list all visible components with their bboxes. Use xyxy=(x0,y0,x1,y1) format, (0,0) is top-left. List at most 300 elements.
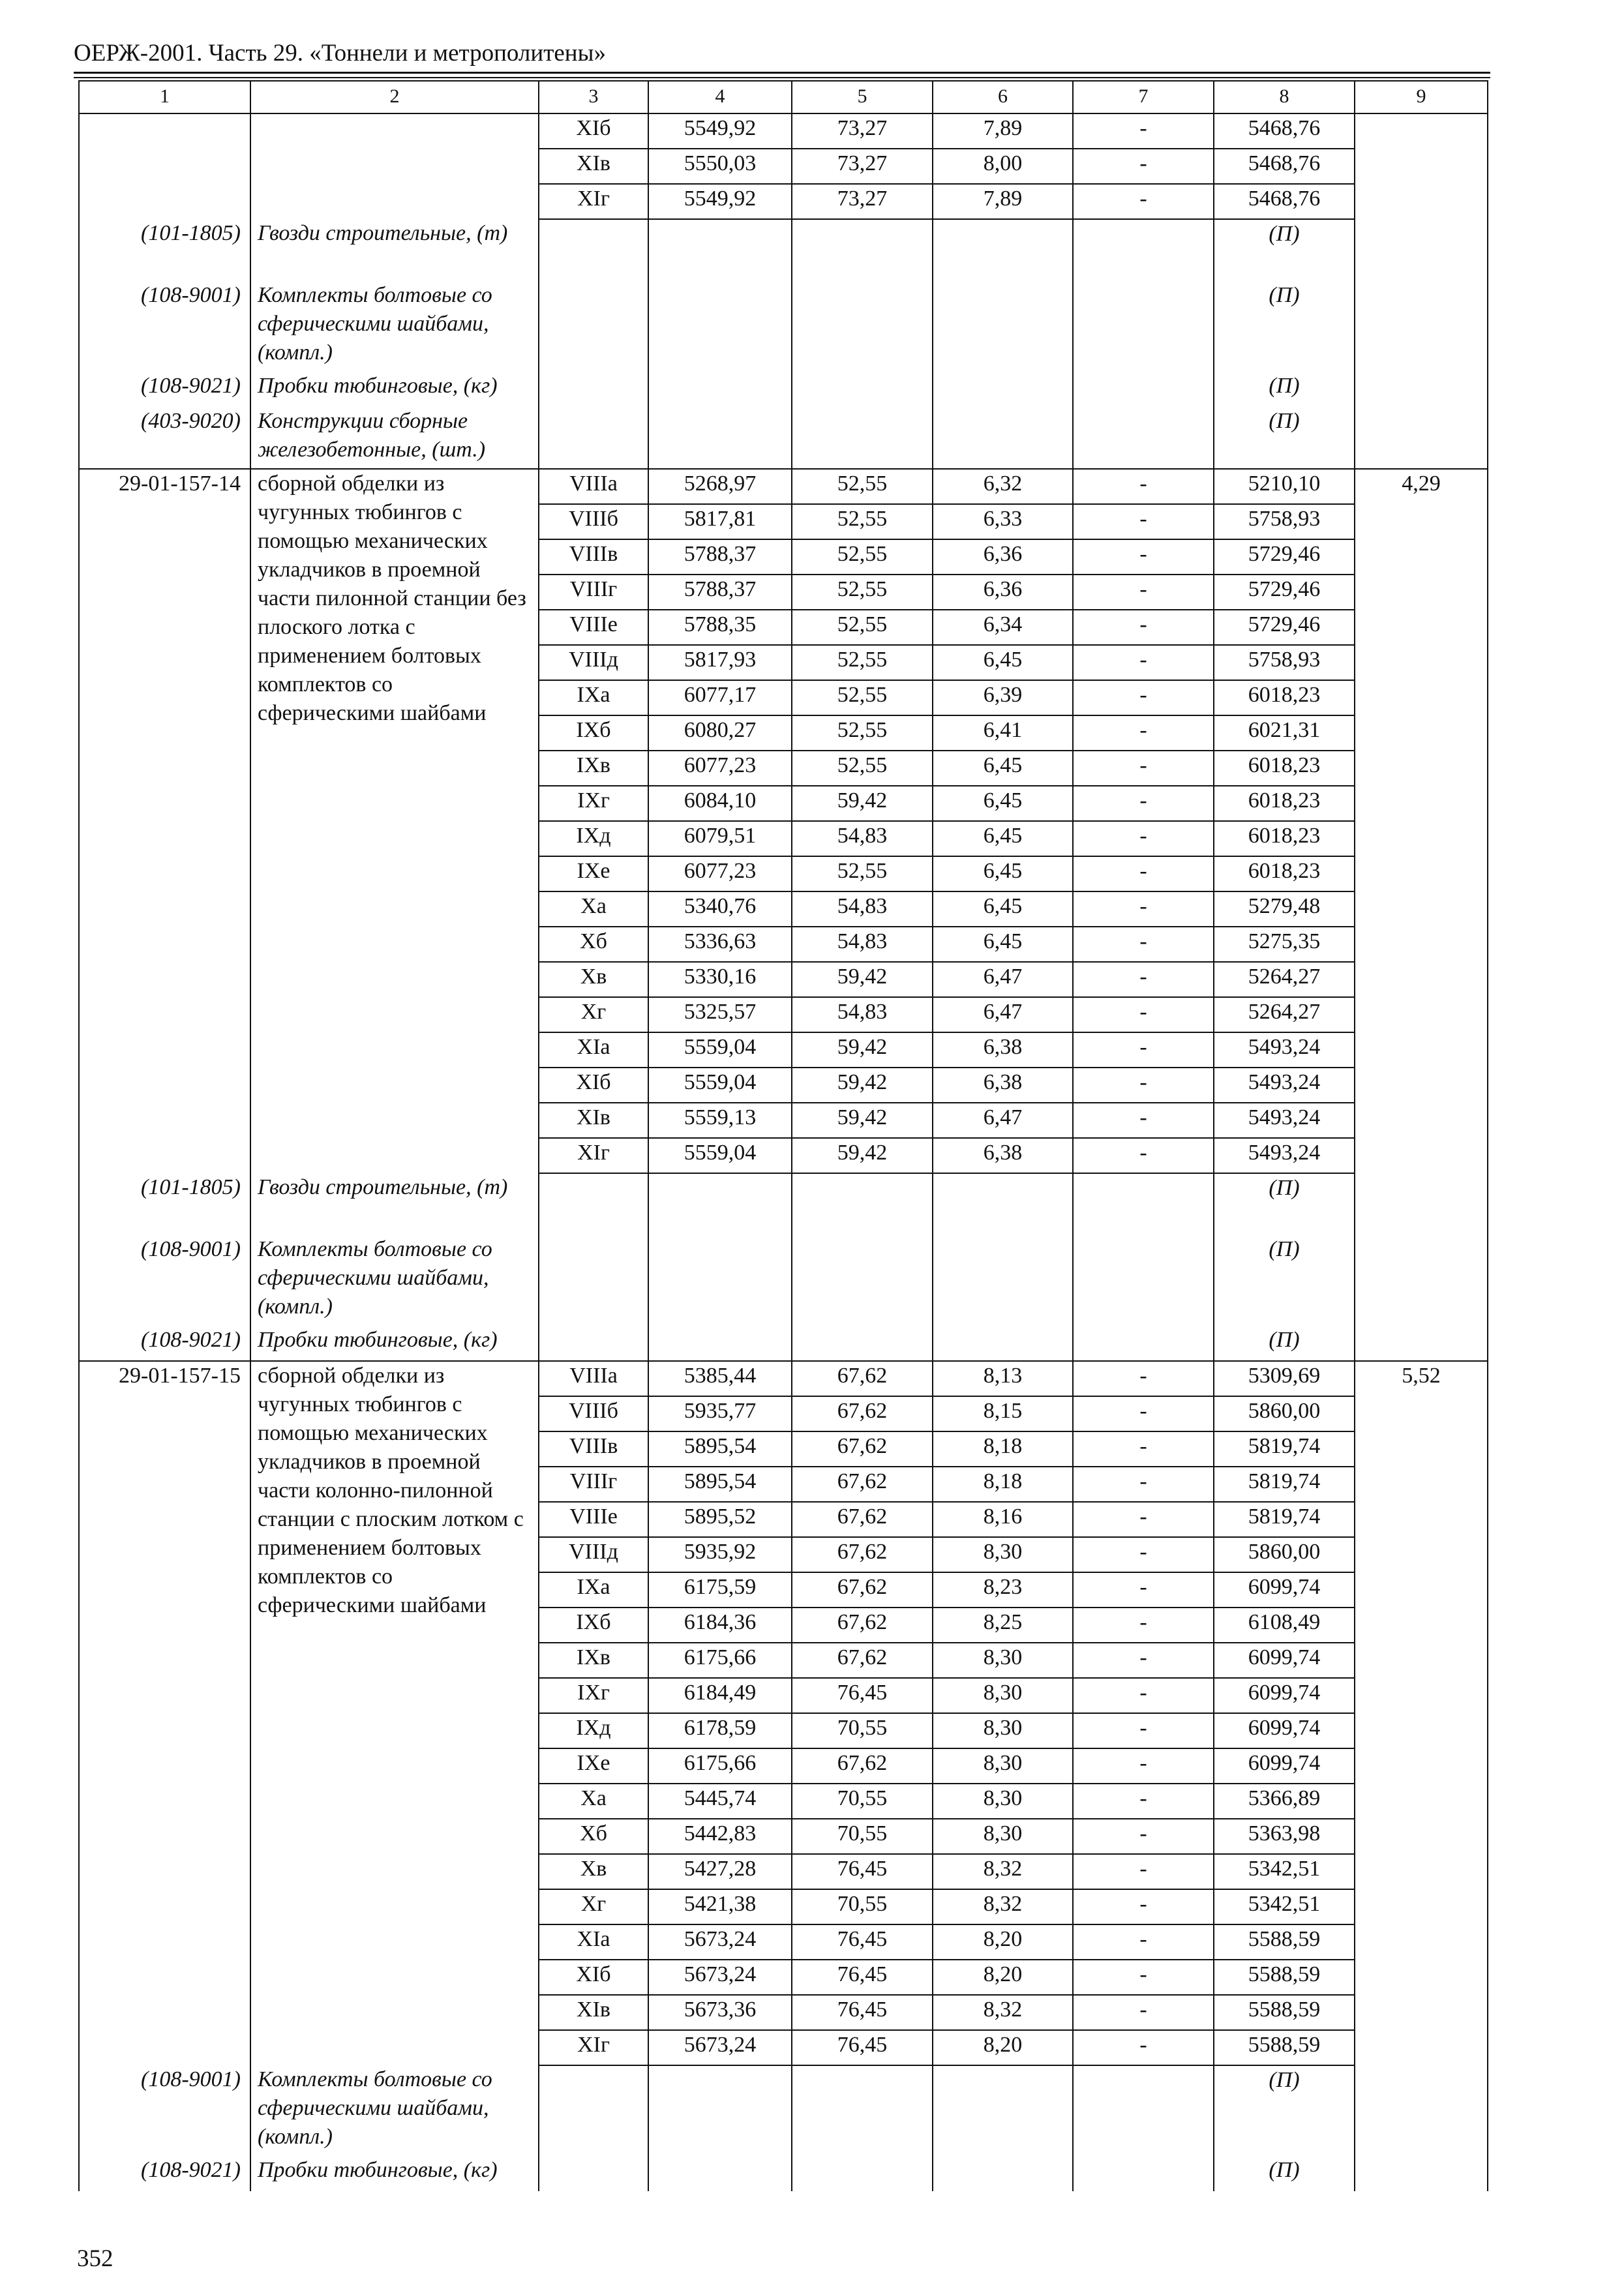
materials-cost: 5493,24 xyxy=(1214,1032,1355,1068)
driver-wages: - xyxy=(1073,1032,1214,1068)
empty-cell xyxy=(933,1326,1073,1361)
empty-cell xyxy=(933,2065,1073,2156)
materials-cost: 5729,46 xyxy=(1214,610,1355,645)
direct-costs: 6178,59 xyxy=(648,1713,792,1748)
empty-cell xyxy=(792,372,933,407)
region-code: IXг xyxy=(539,786,648,821)
labor-wages: 76,45 xyxy=(792,1854,933,1889)
resource-row xyxy=(79,281,1488,372)
materials-cost: 5264,27 xyxy=(1214,997,1355,1032)
materials-cost: 5210,10 xyxy=(1214,469,1355,504)
driver-wages: - xyxy=(1073,1138,1214,1173)
driver-wages: - xyxy=(1073,1608,1214,1643)
materials-cost: 5493,24 xyxy=(1214,1068,1355,1103)
resource-code: (108-9021) xyxy=(79,372,250,407)
empty-cell xyxy=(539,1173,648,1235)
labor-wages: 67,62 xyxy=(792,1572,933,1608)
table-row xyxy=(79,113,1488,149)
empty-cell xyxy=(792,219,933,281)
driver-wages: - xyxy=(1073,680,1214,715)
empty-cell xyxy=(539,372,648,407)
materials-cost: 5279,48 xyxy=(1214,891,1355,927)
machine-operation: 6,47 xyxy=(933,962,1073,997)
machine-operation: 6,45 xyxy=(933,927,1073,962)
direct-costs: 5550,03 xyxy=(648,149,792,184)
region-code: IXб xyxy=(539,715,648,751)
empty-cell xyxy=(648,1235,792,1326)
driver-wages: - xyxy=(1073,997,1214,1032)
labor-wages: 67,62 xyxy=(792,1502,933,1537)
driver-wages: - xyxy=(1073,504,1214,539)
region-code: Xг xyxy=(539,997,648,1032)
region-code: VIIIб xyxy=(539,504,648,539)
machine-operation: 8,15 xyxy=(933,1396,1073,1431)
materials-cost: 6018,23 xyxy=(1214,751,1355,786)
region-code: XIа xyxy=(539,1924,648,1960)
machine-operation: 8,30 xyxy=(933,1537,1073,1572)
machine-operation: 8,32 xyxy=(933,1889,1073,1924)
direct-costs: 6080,27 xyxy=(648,715,792,751)
direct-costs: 5895,52 xyxy=(648,1502,792,1537)
driver-wages: - xyxy=(1073,1819,1214,1854)
driver-wages: - xyxy=(1073,1502,1214,1537)
empty-cell xyxy=(539,1235,648,1326)
empty-cell xyxy=(539,1326,648,1361)
region-code: VIIIа xyxy=(539,469,648,504)
region-code: XIб xyxy=(539,1068,648,1103)
direct-costs: 6077,17 xyxy=(648,680,792,715)
rate-description: сборной обделки из чугунных тюбингов с помощью механических укладчиков в проемной части колонно-пилонной станции с плоским лотком с применением болтовых комплектов со сферическими шайбами xyxy=(250,1361,539,2065)
region-code: VIIIе xyxy=(539,1502,648,1537)
machine-operation: 8,30 xyxy=(933,1643,1073,1678)
driver-wages: - xyxy=(1073,1643,1214,1678)
materials-cost: 5729,46 xyxy=(1214,539,1355,575)
machine-operation: 8,23 xyxy=(933,1572,1073,1608)
labor-wages: 67,62 xyxy=(792,1537,933,1572)
labor-wages: 59,42 xyxy=(792,1068,933,1103)
driver-wages: - xyxy=(1073,821,1214,856)
direct-costs: 5336,63 xyxy=(648,927,792,962)
empty-cell xyxy=(648,1173,792,1235)
empty-cell xyxy=(1073,281,1214,372)
materials-cost: 6108,49 xyxy=(1214,1608,1355,1643)
driver-wages: - xyxy=(1073,1854,1214,1889)
direct-costs: 5935,92 xyxy=(648,1537,792,1572)
labor-wages: 70,55 xyxy=(792,1889,933,1924)
labor-wages: 73,27 xyxy=(792,184,933,219)
region-code: IXб xyxy=(539,1608,648,1643)
direct-costs: 5427,28 xyxy=(648,1854,792,1889)
column-header: 9 xyxy=(1355,81,1488,113)
direct-costs: 5325,57 xyxy=(648,997,792,1032)
direct-costs: 6184,36 xyxy=(648,1608,792,1643)
materials-cost: 5758,93 xyxy=(1214,645,1355,680)
machine-operation: 8,30 xyxy=(933,1713,1073,1748)
empty-cell xyxy=(648,372,792,407)
driver-wages: - xyxy=(1073,610,1214,645)
machine-operation: 8,30 xyxy=(933,1748,1073,1784)
empty-cell xyxy=(1073,407,1214,469)
empty-cell xyxy=(648,2065,792,2156)
driver-wages: - xyxy=(1073,184,1214,219)
driver-wages: - xyxy=(1073,1889,1214,1924)
materials-cost: 5468,76 xyxy=(1214,149,1355,184)
empty-cell xyxy=(1073,1326,1214,1361)
resource-row xyxy=(79,2156,1488,2191)
resource-unit: (П) xyxy=(1214,2156,1355,2191)
labor-wages: 52,55 xyxy=(792,856,933,891)
direct-costs: 5895,54 xyxy=(648,1431,792,1467)
empty-cell xyxy=(792,1326,933,1361)
machine-operation: 6,36 xyxy=(933,539,1073,575)
driver-wages: - xyxy=(1073,1361,1214,1396)
machine-operation: 8,18 xyxy=(933,1467,1073,1502)
driver-wages: - xyxy=(1073,1103,1214,1138)
driver-wages: - xyxy=(1073,469,1214,504)
driver-wages: - xyxy=(1073,786,1214,821)
materials-cost: 5366,89 xyxy=(1214,1784,1355,1819)
resource-row xyxy=(79,407,1488,469)
materials-cost: 5819,74 xyxy=(1214,1502,1355,1537)
driver-wages: - xyxy=(1073,751,1214,786)
empty-cell xyxy=(933,1173,1073,1235)
machine-operation: 8,20 xyxy=(933,1924,1073,1960)
direct-costs: 5673,24 xyxy=(648,1960,792,1995)
region-code: IXд xyxy=(539,1713,648,1748)
machine-operation: 6,45 xyxy=(933,856,1073,891)
driver-wages: - xyxy=(1073,2030,1214,2065)
direct-costs: 5788,37 xyxy=(648,575,792,610)
materials-cost: 5588,59 xyxy=(1214,1995,1355,2030)
direct-costs: 5559,04 xyxy=(648,1032,792,1068)
resource-row xyxy=(79,1326,1488,1361)
empty-cell xyxy=(1073,1173,1214,1235)
resource-code: (403-9020) xyxy=(79,407,250,469)
materials-cost: 5363,98 xyxy=(1214,1819,1355,1854)
labor-hours: 5,52 xyxy=(1355,1361,1488,2065)
machine-operation: 8,25 xyxy=(933,1608,1073,1643)
resource-name: Пробки тюбинговые, (кг) xyxy=(250,372,539,407)
machine-operation: 7,89 xyxy=(933,184,1073,219)
labor-wages: 52,55 xyxy=(792,680,933,715)
column-header: 4 xyxy=(648,81,792,113)
materials-cost: 5588,59 xyxy=(1214,1924,1355,1960)
empty-cell xyxy=(1073,1235,1214,1326)
direct-costs: 6077,23 xyxy=(648,856,792,891)
machine-operation: 6,47 xyxy=(933,997,1073,1032)
table-row xyxy=(79,1361,1488,1396)
resource-unit: (П) xyxy=(1214,281,1355,372)
driver-wages: - xyxy=(1073,539,1214,575)
empty-cell xyxy=(1355,372,1488,407)
resource-code: (101-1805) xyxy=(79,1173,250,1235)
driver-wages: - xyxy=(1073,1431,1214,1467)
direct-costs: 5549,92 xyxy=(648,113,792,149)
materials-cost: 5588,59 xyxy=(1214,1960,1355,1995)
labor-wages: 52,55 xyxy=(792,539,933,575)
empty-cell xyxy=(648,219,792,281)
region-code: XIг xyxy=(539,2030,648,2065)
driver-wages: - xyxy=(1073,149,1214,184)
region-code: VIIIг xyxy=(539,1467,648,1502)
labor-wages: 76,45 xyxy=(792,2030,933,2065)
column-header: 5 xyxy=(792,81,933,113)
region-code: Xв xyxy=(539,962,648,997)
region-code: IXа xyxy=(539,1572,648,1608)
labor-wages: 54,83 xyxy=(792,927,933,962)
rate-code: 29-01-157-14 xyxy=(79,469,250,1173)
labor-wages: 54,83 xyxy=(792,821,933,856)
region-code: VIIIг xyxy=(539,575,648,610)
resource-name: Гвозди строительные, (т) xyxy=(250,219,539,281)
labor-wages: 76,45 xyxy=(792,1995,933,2030)
materials-cost: 5588,59 xyxy=(1214,2030,1355,2065)
rate-code: 29-01-157-15 xyxy=(79,1361,250,2065)
labor-wages: 70,55 xyxy=(792,1713,933,1748)
region-code: IXе xyxy=(539,856,648,891)
labor-wages: 52,55 xyxy=(792,645,933,680)
driver-wages: - xyxy=(1073,1678,1214,1713)
direct-costs: 5673,24 xyxy=(648,1924,792,1960)
labor-wages: 70,55 xyxy=(792,1819,933,1854)
page-number: 352 xyxy=(77,2245,113,2272)
resource-name: Конструкции сборные железобетонные, (шт.) xyxy=(250,407,539,469)
empty-cell xyxy=(1355,1326,1488,1361)
materials-cost: 6099,74 xyxy=(1214,1713,1355,1748)
empty-cell xyxy=(933,1235,1073,1326)
machine-operation: 8,00 xyxy=(933,149,1073,184)
labor-wages: 54,83 xyxy=(792,891,933,927)
empty-cell xyxy=(1355,219,1488,281)
empty-cell xyxy=(1355,1235,1488,1326)
region-code: XIг xyxy=(539,184,648,219)
region-code: XIв xyxy=(539,1103,648,1138)
empty-cell xyxy=(792,1173,933,1235)
labor-wages: 52,55 xyxy=(792,715,933,751)
materials-cost: 5819,74 xyxy=(1214,1467,1355,1502)
region-code: IXв xyxy=(539,1643,648,1678)
labor-wages: 70,55 xyxy=(792,1784,933,1819)
machine-operation: 6,45 xyxy=(933,821,1073,856)
machine-operation: 8,30 xyxy=(933,1819,1073,1854)
resource-unit: (П) xyxy=(1214,372,1355,407)
empty-cell xyxy=(1073,2156,1214,2191)
direct-costs: 6077,23 xyxy=(648,751,792,786)
column-header: 1 xyxy=(79,81,250,113)
direct-costs: 5788,35 xyxy=(648,610,792,645)
driver-wages: - xyxy=(1073,1537,1214,1572)
labor-wages: 67,62 xyxy=(792,1361,933,1396)
resource-unit: (П) xyxy=(1214,407,1355,469)
materials-cost: 5729,46 xyxy=(1214,575,1355,610)
direct-costs: 6175,59 xyxy=(648,1572,792,1608)
empty-cell xyxy=(933,407,1073,469)
materials-cost: 6099,74 xyxy=(1214,1572,1355,1608)
direct-costs: 5340,76 xyxy=(648,891,792,927)
empty-cell xyxy=(933,372,1073,407)
direct-costs: 5445,74 xyxy=(648,1784,792,1819)
direct-costs: 6079,51 xyxy=(648,821,792,856)
machine-operation: 6,45 xyxy=(933,645,1073,680)
region-code: VIIIд xyxy=(539,645,648,680)
labor-wages: 76,45 xyxy=(792,1678,933,1713)
resource-name: Комплекты болтовые со сферическими шайбами, (компл.) xyxy=(250,281,539,372)
direct-costs: 6084,10 xyxy=(648,786,792,821)
machine-operation: 8,20 xyxy=(933,1960,1073,1995)
resource-name: Комплекты болтовые со сферическими шайбами, (компл.) xyxy=(250,2065,539,2156)
labor-wages: 73,27 xyxy=(792,149,933,184)
labor-wages: 52,55 xyxy=(792,469,933,504)
empty-cell xyxy=(539,2065,648,2156)
column-header: 6 xyxy=(933,81,1073,113)
resource-row xyxy=(79,2065,1488,2156)
resource-row xyxy=(79,219,1488,281)
region-code: VIIIд xyxy=(539,1537,648,1572)
direct-costs: 5330,16 xyxy=(648,962,792,997)
driver-wages: - xyxy=(1073,1713,1214,1748)
resource-unit: (П) xyxy=(1214,219,1355,281)
materials-cost: 6018,23 xyxy=(1214,786,1355,821)
empty-cell xyxy=(1073,219,1214,281)
empty-cell xyxy=(933,281,1073,372)
direct-costs: 5788,37 xyxy=(648,539,792,575)
direct-costs: 5442,83 xyxy=(648,1819,792,1854)
machine-operation: 8,13 xyxy=(933,1361,1073,1396)
resource-row xyxy=(79,1235,1488,1326)
region-code: IXе xyxy=(539,1748,648,1784)
region-code: Xа xyxy=(539,891,648,927)
resource-unit: (П) xyxy=(1214,2065,1355,2156)
resource-unit: (П) xyxy=(1214,1326,1355,1361)
empty-cell xyxy=(539,407,648,469)
direct-costs: 5895,54 xyxy=(648,1467,792,1502)
driver-wages: - xyxy=(1073,1068,1214,1103)
driver-wages: - xyxy=(1073,1784,1214,1819)
labor-wages: 59,42 xyxy=(792,1032,933,1068)
region-code: XIа xyxy=(539,1032,648,1068)
labor-wages: 76,45 xyxy=(792,1960,933,1995)
labor-wages: 52,55 xyxy=(792,575,933,610)
document-header: ОЕРЖ-2001. Часть 29. «Тоннели и метрополитены» xyxy=(74,40,606,67)
machine-operation: 6,45 xyxy=(933,786,1073,821)
resource-name: Гвозди строительные, (т) xyxy=(250,1173,539,1235)
labor-wages: 67,62 xyxy=(792,1431,933,1467)
empty-cell xyxy=(792,281,933,372)
driver-wages: - xyxy=(1073,575,1214,610)
materials-cost: 5342,51 xyxy=(1214,1889,1355,1924)
resource-name: Пробки тюбинговые, (кг) xyxy=(250,1326,539,1361)
region-code: XIб xyxy=(539,1960,648,1995)
driver-wages: - xyxy=(1073,645,1214,680)
labor-wages: 76,45 xyxy=(792,1924,933,1960)
driver-wages: - xyxy=(1073,715,1214,751)
empty-cell xyxy=(792,1235,933,1326)
region-code: Xа xyxy=(539,1784,648,1819)
machine-operation: 8,30 xyxy=(933,1678,1073,1713)
materials-cost: 5493,24 xyxy=(1214,1138,1355,1173)
header-rule-thick xyxy=(74,72,1490,74)
driver-wages: - xyxy=(1073,1748,1214,1784)
resource-unit: (П) xyxy=(1214,1235,1355,1326)
empty-cell xyxy=(1355,1173,1488,1235)
driver-wages: - xyxy=(1073,1960,1214,1995)
labor-wages: 59,42 xyxy=(792,962,933,997)
labor-wages: 52,55 xyxy=(792,751,933,786)
empty-cell xyxy=(933,219,1073,281)
materials-cost: 5860,00 xyxy=(1214,1537,1355,1572)
machine-operation: 6,39 xyxy=(933,680,1073,715)
driver-wages: - xyxy=(1073,1396,1214,1431)
region-code: VIIIа xyxy=(539,1361,648,1396)
direct-costs: 5817,81 xyxy=(648,504,792,539)
direct-costs: 5268,97 xyxy=(648,469,792,504)
machine-operation: 6,38 xyxy=(933,1032,1073,1068)
driver-wages: - xyxy=(1073,962,1214,997)
materials-cost: 6099,74 xyxy=(1214,1678,1355,1713)
machine-operation: 8,18 xyxy=(933,1431,1073,1467)
region-code: IXв xyxy=(539,751,648,786)
direct-costs: 5559,04 xyxy=(648,1068,792,1103)
direct-costs: 5673,36 xyxy=(648,1995,792,2030)
machine-operation: 8,32 xyxy=(933,1995,1073,2030)
materials-cost: 5309,69 xyxy=(1214,1361,1355,1396)
rate-code xyxy=(79,113,250,219)
empty-cell xyxy=(1073,372,1214,407)
materials-cost: 5264,27 xyxy=(1214,962,1355,997)
machine-operation: 8,30 xyxy=(933,1784,1073,1819)
machine-operation: 8,32 xyxy=(933,1854,1073,1889)
labor-wages: 59,42 xyxy=(792,786,933,821)
direct-costs: 5549,92 xyxy=(648,184,792,219)
driver-wages: - xyxy=(1073,891,1214,927)
materials-cost: 6018,23 xyxy=(1214,856,1355,891)
direct-costs: 5935,77 xyxy=(648,1396,792,1431)
region-code: Xб xyxy=(539,927,648,962)
direct-costs: 5817,93 xyxy=(648,645,792,680)
direct-costs: 5559,04 xyxy=(648,1138,792,1173)
machine-operation: 8,16 xyxy=(933,1502,1073,1537)
machine-operation: 6,38 xyxy=(933,1068,1073,1103)
column-header: 7 xyxy=(1073,81,1214,113)
region-code: VIIIе xyxy=(539,610,648,645)
direct-costs: 5559,13 xyxy=(648,1103,792,1138)
labor-wages: 73,27 xyxy=(792,113,933,149)
materials-cost: 6018,23 xyxy=(1214,680,1355,715)
machine-operation: 6,32 xyxy=(933,469,1073,504)
machine-operation: 6,38 xyxy=(933,1138,1073,1173)
table-row xyxy=(79,469,1488,504)
resource-name: Пробки тюбинговые, (кг) xyxy=(250,2156,539,2191)
labor-wages: 67,62 xyxy=(792,1643,933,1678)
empty-cell xyxy=(539,219,648,281)
header-rule-thin xyxy=(74,77,1490,78)
empty-cell xyxy=(933,2156,1073,2191)
driver-wages: - xyxy=(1073,856,1214,891)
machine-operation: 6,34 xyxy=(933,610,1073,645)
region-code: XIб xyxy=(539,113,648,149)
materials-cost: 5468,76 xyxy=(1214,184,1355,219)
labor-wages: 52,55 xyxy=(792,610,933,645)
region-code: VIIIб xyxy=(539,1396,648,1431)
driver-wages: - xyxy=(1073,1924,1214,1960)
empty-cell xyxy=(539,2156,648,2191)
direct-costs: 5385,44 xyxy=(648,1361,792,1396)
resource-code: (108-9001) xyxy=(79,1235,250,1326)
labor-wages: 67,62 xyxy=(792,1748,933,1784)
resource-code: (101-1805) xyxy=(79,219,250,281)
labor-wages: 67,62 xyxy=(792,1396,933,1431)
resource-name: Комплекты болтовые со сферическими шайбами, (компл.) xyxy=(250,1235,539,1326)
